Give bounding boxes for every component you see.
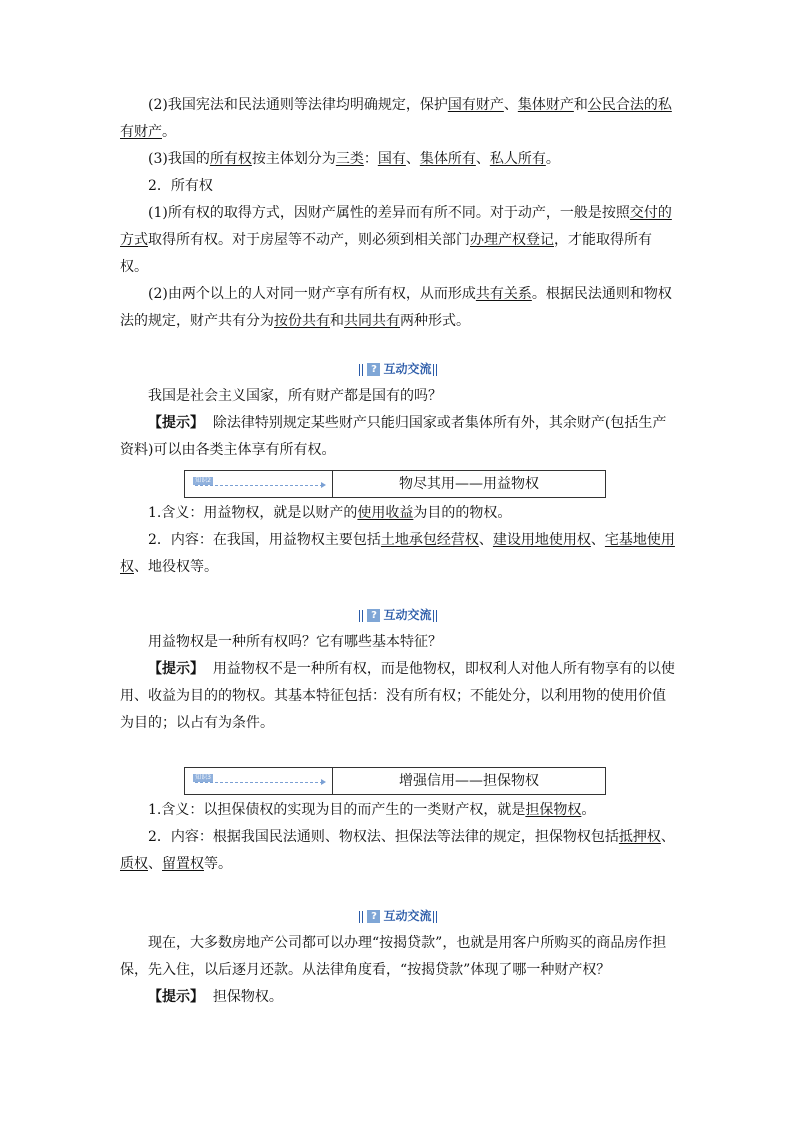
underlined-term: 国有财产: [447, 97, 504, 113]
underlined-term: 共同共有: [344, 313, 400, 329]
underlined-term: 三类: [335, 151, 364, 167]
answer-text: 用益物权不是一种所有权，而是他物权，即权利人对他人所有物享有的以使用、收益为目的的物权。其基本特征包括：没有所有权；不能处分，以利用物的使用价值为目的；以占有为条件。: [120, 661, 675, 731]
underlined-term: 质权: [120, 856, 148, 872]
text: 2．内容：根据我国民法通则、物权法、担保法等法律的规定，担保物权包括: [148, 829, 619, 845]
hint-label: 【提示】: [148, 989, 204, 1005]
knowledge-heading-usufruct: [184, 470, 606, 498]
text: 取得所有权。对于房屋等不动产，则必须到相关部门: [148, 232, 470, 248]
subheading-ownership: 2．所有权: [148, 178, 213, 194]
text: 为目的的物权。: [413, 505, 512, 521]
text: 、: [503, 97, 518, 113]
underlined-term: 建设用地使用权: [492, 532, 591, 548]
underlined-term: 办理产权登记: [470, 232, 554, 248]
paragraph-ownership-types: [120, 146, 676, 173]
text: 、: [660, 829, 675, 845]
paragraph-usufruct-content: [120, 527, 676, 581]
arrow-icon: [321, 482, 326, 488]
paragraph-co-ownership: [120, 281, 676, 335]
text: 、: [478, 532, 493, 548]
text: 。: [545, 151, 560, 167]
text: 1.含义：以担保债权的实现为目的而产生的一类财产权，就是: [148, 802, 526, 818]
underlined-term: 权: [120, 559, 134, 575]
underlined-term: 留置权: [162, 856, 204, 872]
underlined-term: 使用收益: [357, 505, 414, 521]
underlined-term: 共有关系: [475, 286, 532, 302]
text: ：: [363, 151, 378, 167]
underlined-term: 私人所有: [489, 151, 546, 167]
underlined-term: 集体财产: [517, 97, 574, 113]
question-2: 用益物权是一种所有权吗？它有哪些基本特征？: [148, 634, 442, 650]
text: (2)由两个以上的人对同一财产享有所有权，从而形成: [148, 286, 476, 302]
underlined-term: 抵押权: [618, 829, 661, 845]
underlined-term: 按份共有: [274, 313, 330, 329]
question-1: 我国是社会主义国家，所有财产都是国有的吗？: [148, 388, 442, 404]
text: 2．内容：在我国，用益物权主要包括: [148, 532, 381, 548]
text: 按主体划分为: [251, 151, 336, 167]
paragraph-acquisition: [120, 200, 676, 281]
text: 。根据民法通则和物权法的规定，财产共有分为: [120, 286, 672, 329]
underlined-term: 宅基地使用: [604, 532, 675, 548]
answer-text: 担保物权。: [212, 989, 283, 1005]
underlined-term: 公民合法的私: [587, 97, 672, 113]
paragraph-security-definition: [120, 797, 676, 824]
text: (3)我国的: [148, 151, 210, 167]
question-icon: ?: [367, 609, 380, 622]
section-label: 互动交流: [383, 608, 432, 622]
hint-label: 【提示】: [148, 415, 204, 431]
answer-2: [120, 656, 676, 737]
text: 。: [162, 124, 176, 140]
paragraph-constitution: [120, 92, 676, 146]
text: 1.含义：用益物权，就是以财产的: [148, 505, 358, 521]
text: 两种形式。: [400, 313, 470, 329]
text: 、: [475, 151, 490, 167]
interaction-section-title: [120, 359, 676, 379]
text: 和: [330, 313, 344, 329]
underlined-term: 集体所有: [419, 151, 476, 167]
text: (2)我国宪法和民法通则等法律均明确规定，保护: [148, 97, 448, 113]
text: 、: [405, 151, 420, 167]
knowledge-title: 增强信用——担保物权: [399, 773, 539, 789]
text: 。: [581, 802, 596, 818]
underlined-term: 交付的: [629, 205, 672, 221]
interaction-section-title: [120, 605, 676, 625]
question-3: 现在，大多数房地产公司都可以办理“按揭贷款”，也就是用客户所购买的商品房作担保，先入住，以后逐月还款。从法律角度看，“按揭贷款”体现了哪一种财产权？: [120, 935, 667, 978]
text: 和: [573, 97, 588, 113]
answer-1: [120, 410, 676, 464]
question-icon: ?: [367, 910, 380, 923]
paragraph-usufruct-definition: [120, 500, 676, 527]
underlined-term: 所有权: [209, 151, 252, 167]
arrow-icon: [321, 779, 326, 785]
document-body: [120, 92, 676, 1011]
text: 、地役权等。: [134, 559, 218, 575]
question-icon: ?: [367, 363, 380, 376]
text: ，才能取得所有权。: [120, 232, 652, 275]
text: 、: [148, 856, 162, 872]
knowledge-heading-security: [184, 767, 606, 795]
interaction-section-title: [120, 906, 676, 926]
knowledge-tag: 知识2: [193, 477, 213, 485]
answer-text: 除法律特别规定某些财产只能归国家或者集体所有外，其余财产(包括生产资料)可以由各类主体享有所有权。: [120, 415, 667, 458]
text: 、: [590, 532, 605, 548]
text: 等。: [204, 856, 232, 872]
underlined-term: 国有: [377, 151, 406, 167]
underlined-term: 有财产: [120, 124, 162, 140]
answer-3: [120, 984, 676, 1011]
underlined-term: 方式: [120, 232, 148, 248]
text: (1)所有权的取得方式，因财产属性的差异而有所不同。对于动产，一般是按照: [148, 205, 630, 221]
underlined-term: 担保物权: [525, 802, 582, 818]
paragraph-security-content: [120, 824, 676, 878]
hint-label: 【提示】: [148, 661, 204, 677]
section-label: 互动交流: [383, 909, 432, 923]
knowledge-tag: 知识3: [193, 774, 213, 782]
underlined-term: 土地承包经营权: [380, 532, 479, 548]
knowledge-title: 物尽其用——用益物权: [399, 476, 539, 492]
section-label: 互动交流: [383, 362, 432, 376]
